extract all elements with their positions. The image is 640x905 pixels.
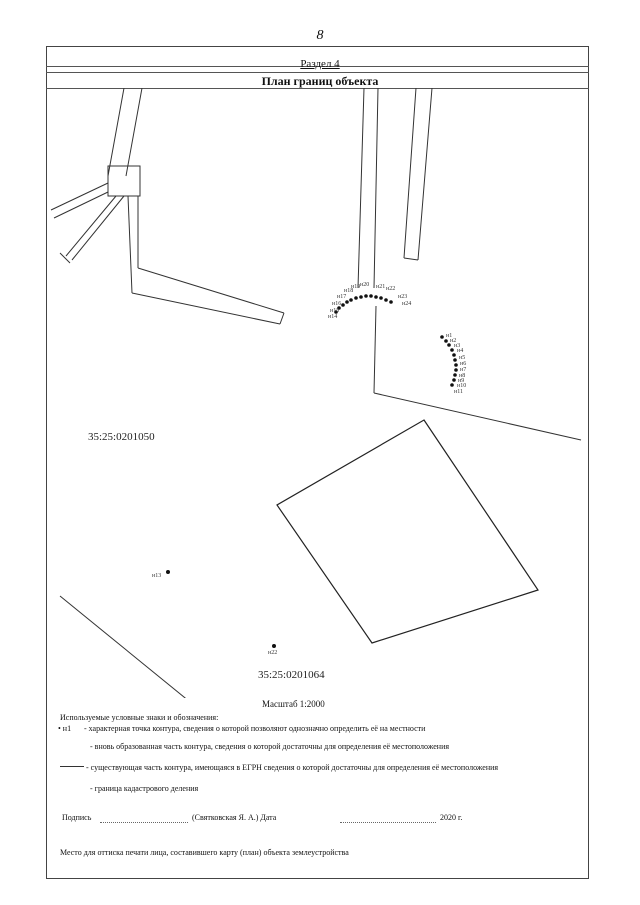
section-heading: Раздел 4 [300,58,340,70]
stamp-place-note: Место для оттиска печати лица, составившего карту (план) объекта землеустройства [60,848,349,857]
point-label-n4: н4 [457,348,464,354]
point-label-n20: н20 [360,282,370,288]
map-scale: Масштаб 1:2000 [262,699,325,709]
point-label-n19: н19 [351,284,361,290]
signature-name: (Святковская Я. А.) Дата [192,813,277,822]
point-label-n9: н9 [458,378,465,384]
legend-line-existing [60,766,84,767]
building-contour [108,166,140,196]
point-label-n23: н23 [398,294,408,300]
parcel-label-south: 35:25:0201064 [258,669,325,681]
legend-item-new-contour: - вновь образованная часть контура, сведения о которой достаточны для определения её местоположения [90,742,450,751]
legend-symbol-point: • н1 [58,724,72,733]
point-label-n22: н22 [386,286,396,292]
signature-line [100,822,188,823]
existing-contours [51,88,581,698]
isolated-point-bottom [272,644,276,648]
point-label-n10: н10 [457,383,467,389]
point-label-n6: н6 [460,361,467,367]
point-label-n17: н17 [337,294,347,300]
signature-year: 2020 г. [440,813,463,822]
upper-point-labels [328,282,411,320]
point-label-n2: н2 [450,338,457,344]
point-label-left: н13 [152,573,162,579]
point-label-bottom: н22 [268,650,278,656]
plan-title: План границ объекта [261,74,379,88]
rule-2 [46,72,589,73]
point-label-n11: н11 [454,389,463,395]
legend-title: Используемые условные знаки и обозначения: [60,713,219,722]
page-number: 8 [316,28,324,43]
point-label-n15: н15 [330,308,340,314]
legend-item-existing-contour: - существующая часть контура, имеющаяся в ЕГРН сведения о которой достаточны для определения её местоположения [86,763,499,772]
legend-item-cadastral-boundary: - граница кадастрового деления [90,784,199,793]
point-label-n3: н3 [454,343,461,349]
date-line [340,822,436,823]
point-label-n1: н1 [446,333,453,339]
point-label-n8: н8 [459,373,466,379]
point-label-n5: н5 [459,355,466,361]
point-label-n16: н16 [332,301,342,307]
point-label-n21: н21 [376,284,386,290]
point-label-n24: н24 [402,301,412,307]
signature-label: Подпись [62,813,92,822]
isolated-point-left [166,570,170,574]
point-label-n18: н18 [344,288,354,294]
point-label-n14: н14 [328,314,338,320]
cadastral-parcel-polygon [277,420,538,643]
legend-item-point: - характерная точка контура, сведения о которой позволяют однозначно определить её на местности [84,724,426,733]
point-label-n7: н7 [460,367,467,373]
boundary-plan-map [46,88,589,698]
parcel-label-north: 35:25:0201050 [88,431,155,443]
